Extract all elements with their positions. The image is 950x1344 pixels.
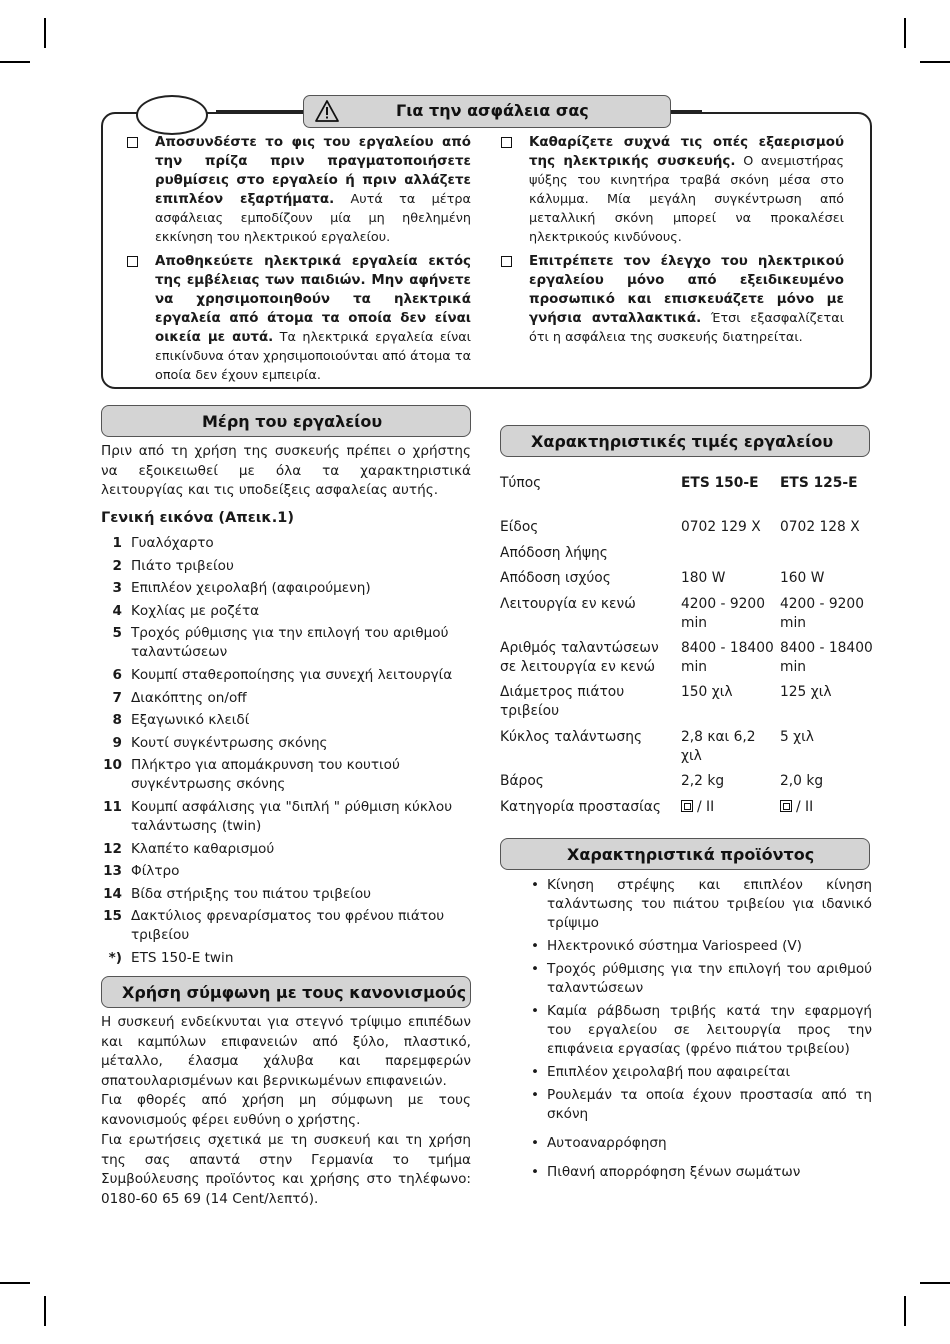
safety-item: [501, 133, 844, 247]
part-item: [101, 557, 471, 576]
bullet-icon: •: [531, 1003, 540, 1019]
part-item: [101, 840, 471, 859]
bullet-icon: •: [531, 938, 540, 954]
part-item: [101, 798, 471, 836]
spec-value-b: 0702 128 X: [780, 519, 860, 535]
spec-value-a: 0702 129 X: [681, 519, 761, 535]
part-label: Βίδα στήριξης του πιάτου τριβείου: [131, 885, 372, 902]
part-label: Τροχός ρύθμισης για την επιλογή του αριθμού ταλαντώσεων: [131, 625, 449, 661]
safety-item: [501, 252, 844, 347]
part-number: 5: [112, 625, 122, 642]
part-label: Πιάτο τριβείου: [131, 557, 234, 574]
crop-mark: [0, 61, 30, 63]
bullet-icon: •: [531, 1135, 540, 1151]
specs-header: [500, 425, 870, 457]
part-item: [101, 602, 471, 621]
crop-mark: [44, 18, 46, 48]
part-item: [101, 666, 471, 685]
parts-header: [101, 405, 471, 437]
safety-title: Για την ασφάλεια σας: [396, 101, 589, 120]
protection-class-icon: [780, 800, 792, 812]
spec-label: Είδος: [500, 519, 539, 535]
feature-item: [530, 1086, 872, 1124]
spec-value-a: 2,8 και 6,2 χιλ: [681, 729, 756, 764]
part-item: [101, 885, 471, 904]
checkbox-bullet-icon: [501, 137, 512, 148]
divider: [670, 110, 702, 114]
safety-right-column: [501, 133, 844, 347]
features-header: [500, 838, 870, 870]
feature-text: Κίνηση στρέψης και επιπλέον κίνηση ταλάντωσης του πιάτου τριβείου για ιδανικό τρίψιμο: [547, 877, 872, 931]
spec-label: Τύπος: [500, 475, 542, 491]
usage-title: Χρήση σύμφωνη με τους κανονισμούς: [122, 982, 467, 1002]
part-item: [101, 907, 471, 945]
safety-item-bold: Αποθηκεύετε ηλεκτρικά εργαλεία εκτός της εμβέλειας των παιδιών. Μην αφήνετε να χρησιμοποιηθούν τα ηλεκτρικά εργαλεία από άτομα τα οποία δεν είναι οικεία με αυτά.: [155, 254, 471, 345]
part-number: 10: [103, 757, 122, 774]
part-label: Γυαλόχαρτο: [131, 535, 214, 551]
bullet-icon: •: [531, 1164, 540, 1180]
part-label: Επιπλέον χειρολαβή (αφαιρούμενη): [131, 580, 371, 597]
crop-mark: [904, 18, 906, 48]
safety-item-text: Ο ανεμιστήρας ψύξης του κινητήρα τραβά σκόνη μέσα στο κάλυμμα. Μία μεγάλη συγκέντρωση από μεταλλική σκόνη μπορεί να προκαλέσει ηλεκτρικούς κινδύνους.: [529, 154, 844, 245]
part-number: 8: [112, 712, 122, 729]
feature-item: [530, 1002, 872, 1059]
part-number: 4: [112, 602, 122, 619]
part-label: Διακόπτης on/off: [131, 689, 247, 706]
checkbox-bullet-icon: [501, 256, 512, 267]
usage-paragraph: Για ερωτήσεις σχετικά με τη συσκευή και τη χρήση της σας απαντά στην Γερμανία το τμήμα Συμβούλευσης προϊόντος και χρήσης στο τηλέφωνο: 0180-60 65 69 (14 Cent/λεπτό).: [101, 1132, 471, 1207]
feature-item: [530, 937, 872, 956]
crop-mark: [44, 1296, 46, 1326]
spec-value-a: / II: [697, 799, 715, 815]
spec-value-a: 180 W: [681, 570, 726, 586]
feature-item: [530, 960, 872, 998]
usage-header: [101, 976, 471, 1008]
part-number: 2: [112, 557, 122, 574]
part-number: 13: [103, 863, 122, 880]
feature-item: [530, 1063, 872, 1082]
spec-model-a: ETS 150-E: [681, 475, 759, 491]
part-item: [101, 579, 471, 598]
crop-mark: [904, 1296, 906, 1326]
part-number: 12: [103, 840, 122, 857]
specs-title: Χαρακτηριστικές τιμές εργαλείου: [531, 431, 834, 451]
part-label: Κουμπί σταθεροποίησης για συνεχή λειτουργία: [131, 666, 453, 683]
feature-item: [530, 1134, 872, 1153]
safety-item-text: Έτσι εξασφαλίζεται ότι η ασφάλεια της συσκευής διατηρείται.: [529, 311, 844, 345]
protection-class-icon: [681, 800, 693, 812]
part-number: 7: [112, 689, 122, 706]
spec-label: Κύκλος ταλάντωσης: [500, 729, 643, 745]
feature-text: Επιπλέον χειρολαβή που αφαιρείται: [547, 1064, 791, 1080]
usage-paragraph: Η συσκευή ενδείκνυται για στεγνό τρίψιμο επιπέδων και καμπύλων επιφανειών από ξύλο, πλαστικό, μέταλλο, έλασμα χάλυβα και παρεμφερών σπατουλαρισμένων και βερνικωμένων επιφανειών.: [101, 1014, 471, 1089]
part-number: 11: [103, 798, 122, 815]
safety-item-bold: Επιτρέπετε τον έλεγχο του ηλεκτρικού εργαλείου μόνο από εξειδικευμένο προσωπικό και επισκευάζετε μόνο με γνήσια ανταλλακτικά.: [529, 254, 844, 326]
feature-text: Ηλεκτρονικό σύστημα Variospeed (V): [547, 938, 802, 954]
spec-label: Απόδοση ισχύος: [500, 570, 611, 586]
crop-mark: [0, 1282, 30, 1284]
part-item: [101, 949, 471, 968]
safety-item-bold: Καθαρίζετε συχνά τις οπές εξαερισμού της ηλεκτρικής συσκευής.: [529, 135, 844, 169]
safety-item-text: Αυτά τα μέτρα ασφάλειας εμποδίζουν μία μη ηθελημένη εκκίνηση του ηλεκτρικού εργαλείου.: [155, 192, 471, 245]
part-label: ETS 150-E twin: [131, 949, 234, 966]
part-item: [101, 734, 471, 753]
part-number: 1: [112, 535, 122, 551]
checkbox-bullet-icon: [127, 137, 138, 148]
bullet-icon: •: [531, 961, 540, 977]
spec-model-b: ETS 125-E: [780, 475, 858, 491]
crop-mark: [920, 61, 950, 63]
part-label: Κοχλίας με ροζέτα: [131, 602, 260, 619]
spec-label: Κατηγορία προστασίας: [500, 799, 661, 815]
part-number: 14: [103, 885, 122, 902]
parts-subtitle: Γενική εικόνα (Απεικ.1): [101, 510, 294, 526]
feature-text: Αυτοαναρρόφηση: [547, 1135, 667, 1151]
spec-value-a: 150 χιλ: [681, 684, 733, 700]
spec-label: Αριθμός ταλαντώσεων σε λειτουργία εν κενώ: [500, 640, 659, 675]
part-label: Φίλτρο: [131, 863, 180, 880]
spec-value-b: 2,0 kg: [780, 773, 824, 789]
safety-header: [303, 95, 671, 128]
part-label: Κουμπί ασφάλισης για "διπλή " ρύθμιση κύκλου ταλάντωσης (twin): [131, 798, 453, 834]
safety-item: [127, 252, 471, 385]
part-number: 15: [103, 908, 122, 925]
spec-value-b: 8400 - 18400 min: [780, 640, 873, 675]
feature-item: [530, 876, 872, 933]
spec-value-b: 4200 - 9200 min: [780, 596, 864, 631]
spec-value-b: 125 χιλ: [780, 684, 832, 700]
feature-text: Πιθανή απορρόφηση ξένων σωμάτων: [547, 1164, 801, 1180]
feature-text: Ρουλεμάν τα οποία έχουν προστασία από τη σκόνη: [547, 1087, 872, 1122]
part-item: [101, 862, 471, 881]
feature-text: Τροχός ρύθμισης για την επιλογή του αριθμού ταλαντώσεων: [547, 961, 872, 996]
spec-value-b: 160 W: [780, 570, 825, 586]
spec-value-a: 8400 - 18400 min: [681, 640, 774, 675]
bullet-icon: •: [531, 877, 540, 893]
safety-item-text: Τα ηλεκτρικά εργαλεία είναι επικίνδυνα όταν χρησιμοποιούνται από άτομα τα οποία δεν έχουν εμπειρία.: [155, 330, 471, 383]
language-badge: [136, 95, 208, 135]
part-item: [101, 534, 471, 553]
divider: [216, 110, 304, 114]
part-label: Πλήκτρο για απομάκρυνση του κουτιού συγκέντρωσης σκόνης: [131, 757, 400, 793]
crop-mark: [920, 1282, 950, 1284]
parts-list: [101, 534, 471, 972]
feature-item: [530, 1163, 872, 1182]
bullet-icon: •: [531, 1087, 540, 1103]
spec-value-b: / II: [796, 799, 814, 815]
usage-paragraph: Για φθορές από χρήση μη σύμφωνη με τους κανονισμούς φέρει ευθύνη ο χρήστης.: [101, 1092, 471, 1128]
part-number: 6: [112, 666, 122, 683]
features-list: [530, 876, 872, 1182]
spec-value-b: 5 χιλ: [780, 729, 814, 745]
part-label: Κουτί συγκέντρωσης σκόνης: [131, 734, 328, 751]
part-label: Κλαπέτο καθαρισμού: [131, 840, 275, 857]
part-number: 3: [112, 580, 122, 597]
parts-title: Μέρη του εργαλείου: [202, 411, 383, 431]
spec-label: Βάρος: [500, 773, 544, 789]
feature-text: Καμία ράβδωση τριβής κατά την εφαρμογή του εργαλείου σε λειτουργία προς την επιφάνεια εργασίας (φρένο πιάτου τριβείου): [547, 1003, 872, 1057]
safety-item: [127, 133, 471, 247]
part-item: [101, 689, 471, 708]
part-label: Εξαγωνικό κλειδί: [131, 712, 250, 729]
warning-icon: [314, 99, 340, 123]
part-label: Δακτύλιος φρεναρίσματος του φρένου πιάτου τριβείου: [131, 908, 445, 944]
parts-intro: Πριν από τη χρήση της συσκευής πρέπει ο χρήστης να εξοικειωθεί με όλα τα χαρακτηριστικά λειτουργίας και τις υποδείξεις ασφαλείας αυτής.: [101, 443, 471, 498]
features-title: Χαρακτηριστικά προϊόντος: [567, 844, 815, 864]
checkbox-bullet-icon: [127, 256, 138, 267]
part-number: *): [108, 949, 122, 966]
safety-item-bold: Αποσυνδέστε το φις του εργαλείου από την πρίζα πριν πραγματοποιήσετε ρυθμίσεις στο εργαλείο ή πριν αλλάζετε επιπλέον εξαρτήματα.: [155, 135, 471, 207]
spec-label: Διάμετρος πιάτου τριβείου: [500, 684, 625, 719]
part-item: [101, 711, 471, 730]
part-number: 9: [112, 734, 122, 751]
spec-value-a: 2,2 kg: [681, 773, 725, 789]
part-item: [101, 624, 471, 662]
part-item: [101, 756, 471, 794]
spec-value-a: 4200 - 9200 min: [681, 596, 765, 631]
bullet-icon: •: [531, 1064, 540, 1080]
spec-label: Απόδοση λήψης: [500, 545, 608, 561]
spec-label: Λειτουργία εν κενώ: [500, 596, 636, 612]
safety-left-column: [127, 133, 471, 385]
